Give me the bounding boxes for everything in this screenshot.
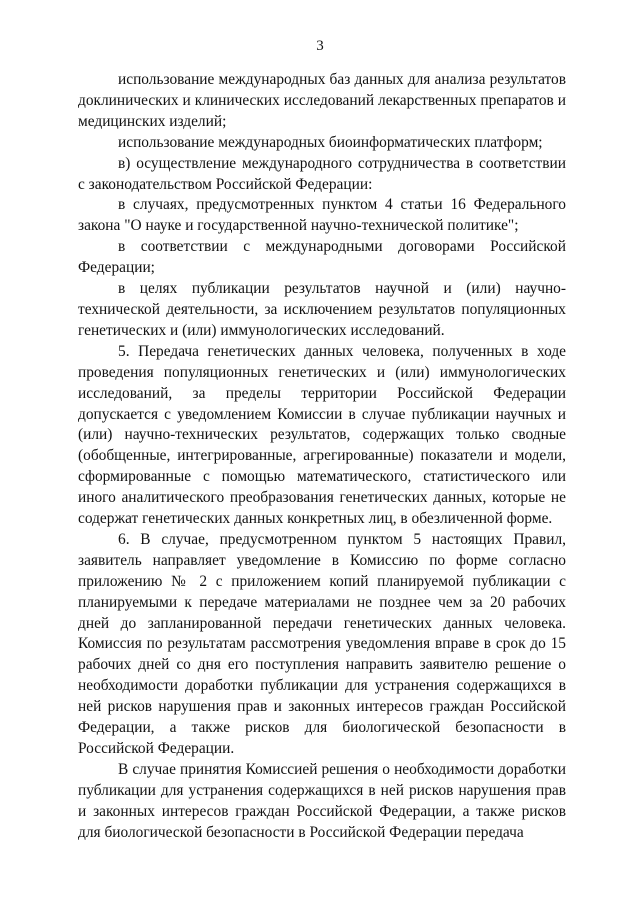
paragraph: в случаях, предусмотренных пунктом 4 статьи 16 Федерального закона "О науке и государственной научно-технической политике"; <box>78 196 566 235</box>
paragraph: В случае принятия Комиссией решения о необходимости доработки публикации для устранения содержащихся в ней рисков нарушения прав и законных интересов граждан Российской Федерации, а также рисков для биологической безопасности в Российской Федерации передача <box>78 760 566 841</box>
paragraph: 5. Передача генетических данных человека, полученных в ходе проведения популяционных генетических и (или) иммунологических исследований, за пределы территории Российской Федерации допускается с уведомлением Комиссии в случае публикации научных и (или) научно-технических результатов, содержащих только сводные (обобщенные, интегрированные, агрегированные) показатели и модели, сформированные с помощью математического, статистического или иного аналитического преобразования генетических данных, которые не содержат генетических данных конкретных лиц, в обезличенной форме. <box>78 342 566 528</box>
paragraph: использование международных биоинформатических платформ; <box>118 133 543 151</box>
paragraph: в соответствии с международными договорами Российской Федерации; <box>78 238 566 277</box>
paragraph: в) осуществление международного сотрудничества в соответствии с законодательством Российской Федерации: <box>78 154 566 193</box>
paragraph: 6. В случае, предусмотренном пунктом 5 настоящих Правил, заявитель направляет уведомление в Комиссию по форме согласно приложению № 2 с приложением копий планируемой публикации с планируемыми к передаче материалами не позднее чем за 20 рабочих дней до запланированной передачи генетических данных человека. Комиссия по результатам рассмотрения уведомления вправе в срок до 15 рабочих дней со дня его поступления направить заявителю решение о необходимости доработки публикации для устранения содержащихся в ней рисков нарушения прав и законных интересов граждан Российской Федерации, а также рисков для биологической безопасности в Российской Федерации. <box>78 530 566 757</box>
paragraph: в целях публикации результатов научной и (или) научно-технической деятельности, за исключением результатов популяционных генетических и (или) иммунологических исследований. <box>78 280 566 339</box>
document-body <box>78 70 566 844</box>
page-number: 3 <box>316 38 324 54</box>
paragraph: использование международных баз данных для анализа результатов доклинических и клинических исследований лекарственных препаратов и медицинских изделий; <box>78 71 566 130</box>
